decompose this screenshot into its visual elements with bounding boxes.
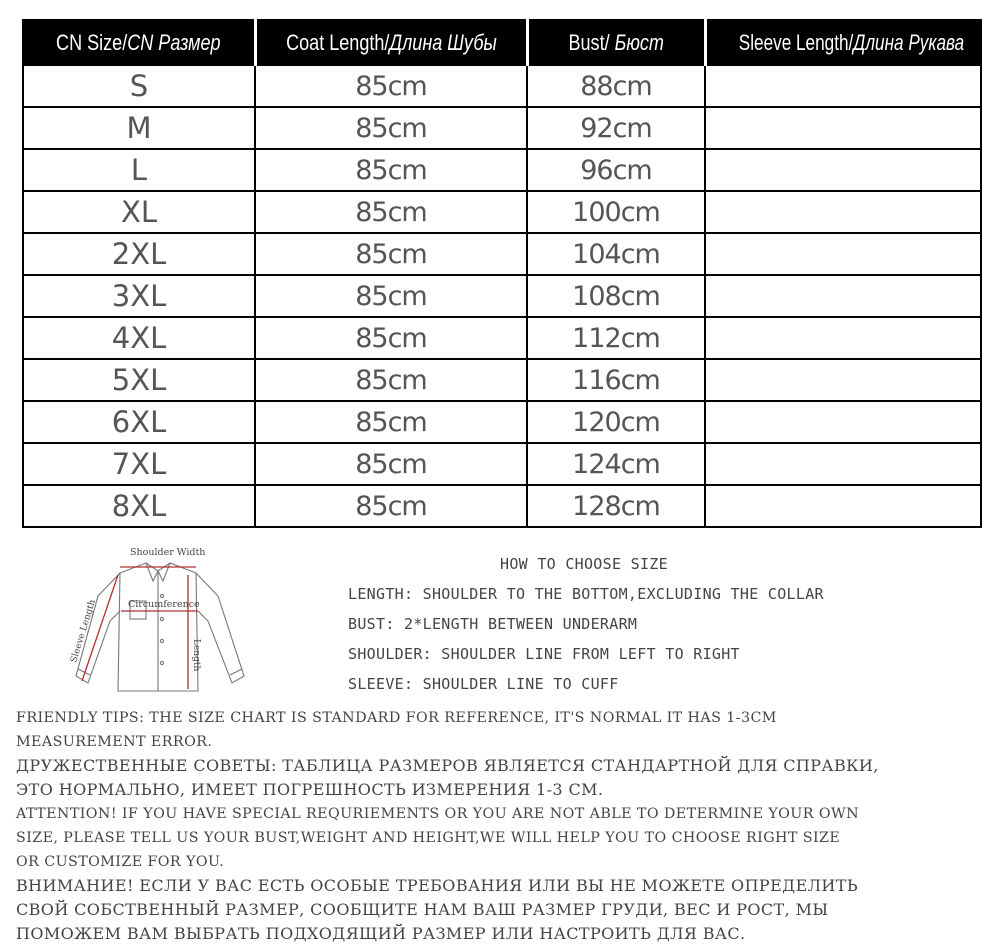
howto-bust: BUST: 2*LENGTH BETWEEN UNDERARM xyxy=(348,615,638,633)
length-label: Length xyxy=(191,639,201,672)
size-cell: 4XL xyxy=(23,317,255,359)
shirt-measurement-diagram xyxy=(58,541,263,701)
header-en: CN Size/ xyxy=(56,29,128,55)
sleeve-length-cell xyxy=(705,359,981,401)
bust-cell: 108cm xyxy=(527,275,705,317)
bust-cell: 124cm xyxy=(527,443,705,485)
tips-line: OR CUSTOMIZE FOR YOU. xyxy=(16,854,225,870)
bust-cell: 104cm xyxy=(527,233,705,275)
sleeve-length-cell xyxy=(705,401,981,443)
attention-ru xyxy=(16,874,986,946)
header-cn-size xyxy=(23,20,255,65)
bust-cell: 96cm xyxy=(527,149,705,191)
coat-length-cell: 85cm xyxy=(255,65,527,107)
header-ru: Длина Шубы xyxy=(388,29,497,55)
measurement-lines xyxy=(82,567,198,689)
shoulder-width-label: Shoulder Width xyxy=(130,547,206,558)
coat-length-cell: 85cm xyxy=(255,359,527,401)
shirt-icon xyxy=(76,563,244,691)
table-row xyxy=(23,107,981,149)
size-cell: 7XL xyxy=(23,443,255,485)
sleeve-length-cell xyxy=(705,317,981,359)
header-en: Bust/ xyxy=(568,29,615,55)
how-to-choose-size xyxy=(348,551,824,701)
size-cell: S xyxy=(23,65,255,107)
coat-length-cell: 85cm xyxy=(255,233,527,275)
header-bust xyxy=(527,20,705,65)
sleeve-length-cell xyxy=(705,275,981,317)
sleeve-length-cell xyxy=(705,485,981,527)
circumference-label: Circumference xyxy=(128,599,200,610)
size-cell: XL xyxy=(23,191,255,233)
tips-section xyxy=(16,706,986,946)
sleeve-length-cell xyxy=(705,191,981,233)
coat-length-cell: 85cm xyxy=(255,107,527,149)
howto-title: HOW TO CHOOSE SIZE xyxy=(500,555,668,573)
coat-length-cell: 85cm xyxy=(255,443,527,485)
coat-length-cell: 85cm xyxy=(255,191,527,233)
table-row xyxy=(23,65,981,107)
tips-line: ВНИМАНИЕ! ЕСЛИ У ВАС ЕСТЬ ОСОБЫЕ ТРЕБОВАНИЯ ИЛИ ВЫ НЕ МОЖЕТЕ ОПРЕДЕЛИТЬ xyxy=(16,876,859,895)
tips-line: ДРУЖЕСТВЕННЫЕ СОВЕТЫ: ТАБЛИЦА РАЗМЕРОВ ЯВЛЯЕТСЯ СТАНДАРТНОЙ ДЛЯ СПРАВКИ, xyxy=(16,756,879,775)
size-cell: 8XL xyxy=(23,485,255,527)
tips-line: ЭТО НОРМАЛЬНО, ИМЕЕТ ПОГРЕШНОСТЬ ИЗМЕРЕНИЯ 1-3 СМ. xyxy=(16,780,604,799)
table-row xyxy=(23,359,981,401)
header-coat-length xyxy=(255,20,527,65)
tips-line: SIZE, PLEASE TELL US YOUR BUST,WEIGHT AND HEIGHT,WE WILL HELP YOU TO CHOOSE RIGHT SIZE xyxy=(16,830,841,846)
header-ru: Длина Рукава xyxy=(852,29,964,55)
bust-cell: 88cm xyxy=(527,65,705,107)
coat-length-cell: 85cm xyxy=(255,149,527,191)
header-ru: CN Размер xyxy=(127,29,222,55)
size-cell: 2XL xyxy=(23,233,255,275)
table-row xyxy=(23,401,981,443)
bust-cell: 92cm xyxy=(527,107,705,149)
sleeve-length-label: Sleeve Length xyxy=(69,598,98,664)
coat-length-cell: 85cm xyxy=(255,485,527,527)
coat-length-cell: 85cm xyxy=(255,317,527,359)
header-ru: Бюст xyxy=(614,29,664,55)
howto-length: LENGTH: SHOULDER TO THE BOTTOM,EXCLUDING THE COLLAR xyxy=(348,585,824,603)
bust-cell: 120cm xyxy=(527,401,705,443)
size-cell: M xyxy=(23,107,255,149)
howto-sleeve: SLEEVE: SHOULDER LINE TO CUFF xyxy=(348,675,619,693)
sleeve-length-cell xyxy=(705,233,981,275)
bust-cell: 116cm xyxy=(527,359,705,401)
bust-cell: 112cm xyxy=(527,317,705,359)
sleeve-length-cell xyxy=(705,65,981,107)
tips-line: FRIENDLY TIPS: THE SIZE CHART IS STANDARD FOR REFERENCE, IT'S NORMAL IT HAS 1-3CM xyxy=(16,710,777,726)
table-row xyxy=(23,149,981,191)
coat-length-cell: 85cm xyxy=(255,275,527,317)
header-en: Sleeve Length/ xyxy=(738,29,853,55)
sleeve-length-cell xyxy=(705,149,981,191)
table-row xyxy=(23,443,981,485)
table-header-row xyxy=(23,20,981,65)
table-row xyxy=(23,191,981,233)
size-cell: 3XL xyxy=(23,275,255,317)
sleeve-length-cell xyxy=(705,107,981,149)
table-row xyxy=(23,233,981,275)
sleeve-length-cell xyxy=(705,443,981,485)
table-row xyxy=(23,275,981,317)
header-sleeve-length xyxy=(705,20,981,65)
coat-length-cell: 85cm xyxy=(255,401,527,443)
table-row xyxy=(23,485,981,527)
size-chart-table xyxy=(22,19,982,528)
bust-cell: 128cm xyxy=(527,485,705,527)
size-cell: L xyxy=(23,149,255,191)
friendly-tips-en xyxy=(16,706,986,754)
tips-line: ATTENTION! IF YOU HAVE SPECIAL REQURIEMENTS OR YOU ARE NOT ABLE TO DETERMINE YOUR OWN xyxy=(16,806,859,822)
tips-line: СВОЙ СОБСТВЕННЫЙ РАЗМЕР, СООБЩИТЕ НАМ ВАШ РАЗМЕР ГРУДИ, ВЕС И РОСТ, МЫ xyxy=(16,900,829,919)
header-en: Coat Length/ xyxy=(285,29,389,55)
attention-en xyxy=(16,802,986,874)
size-cell: 5XL xyxy=(23,359,255,401)
size-cell: 6XL xyxy=(23,401,255,443)
tips-line: ПОМОЖЕМ ВАМ ВЫБРАТЬ ПОДХОДЯЩИЙ РАЗМЕР ИЛИ НАСТРОИТЬ ДЛЯ ВАС. xyxy=(16,924,746,943)
tips-line: MEASUREMENT ERROR. xyxy=(16,734,213,750)
bust-cell: 100cm xyxy=(527,191,705,233)
table-row xyxy=(23,317,981,359)
howto-shoulder: SHOULDER: SHOULDER LINE FROM LEFT TO RIGHT xyxy=(348,645,740,663)
friendly-tips-ru xyxy=(16,754,986,802)
